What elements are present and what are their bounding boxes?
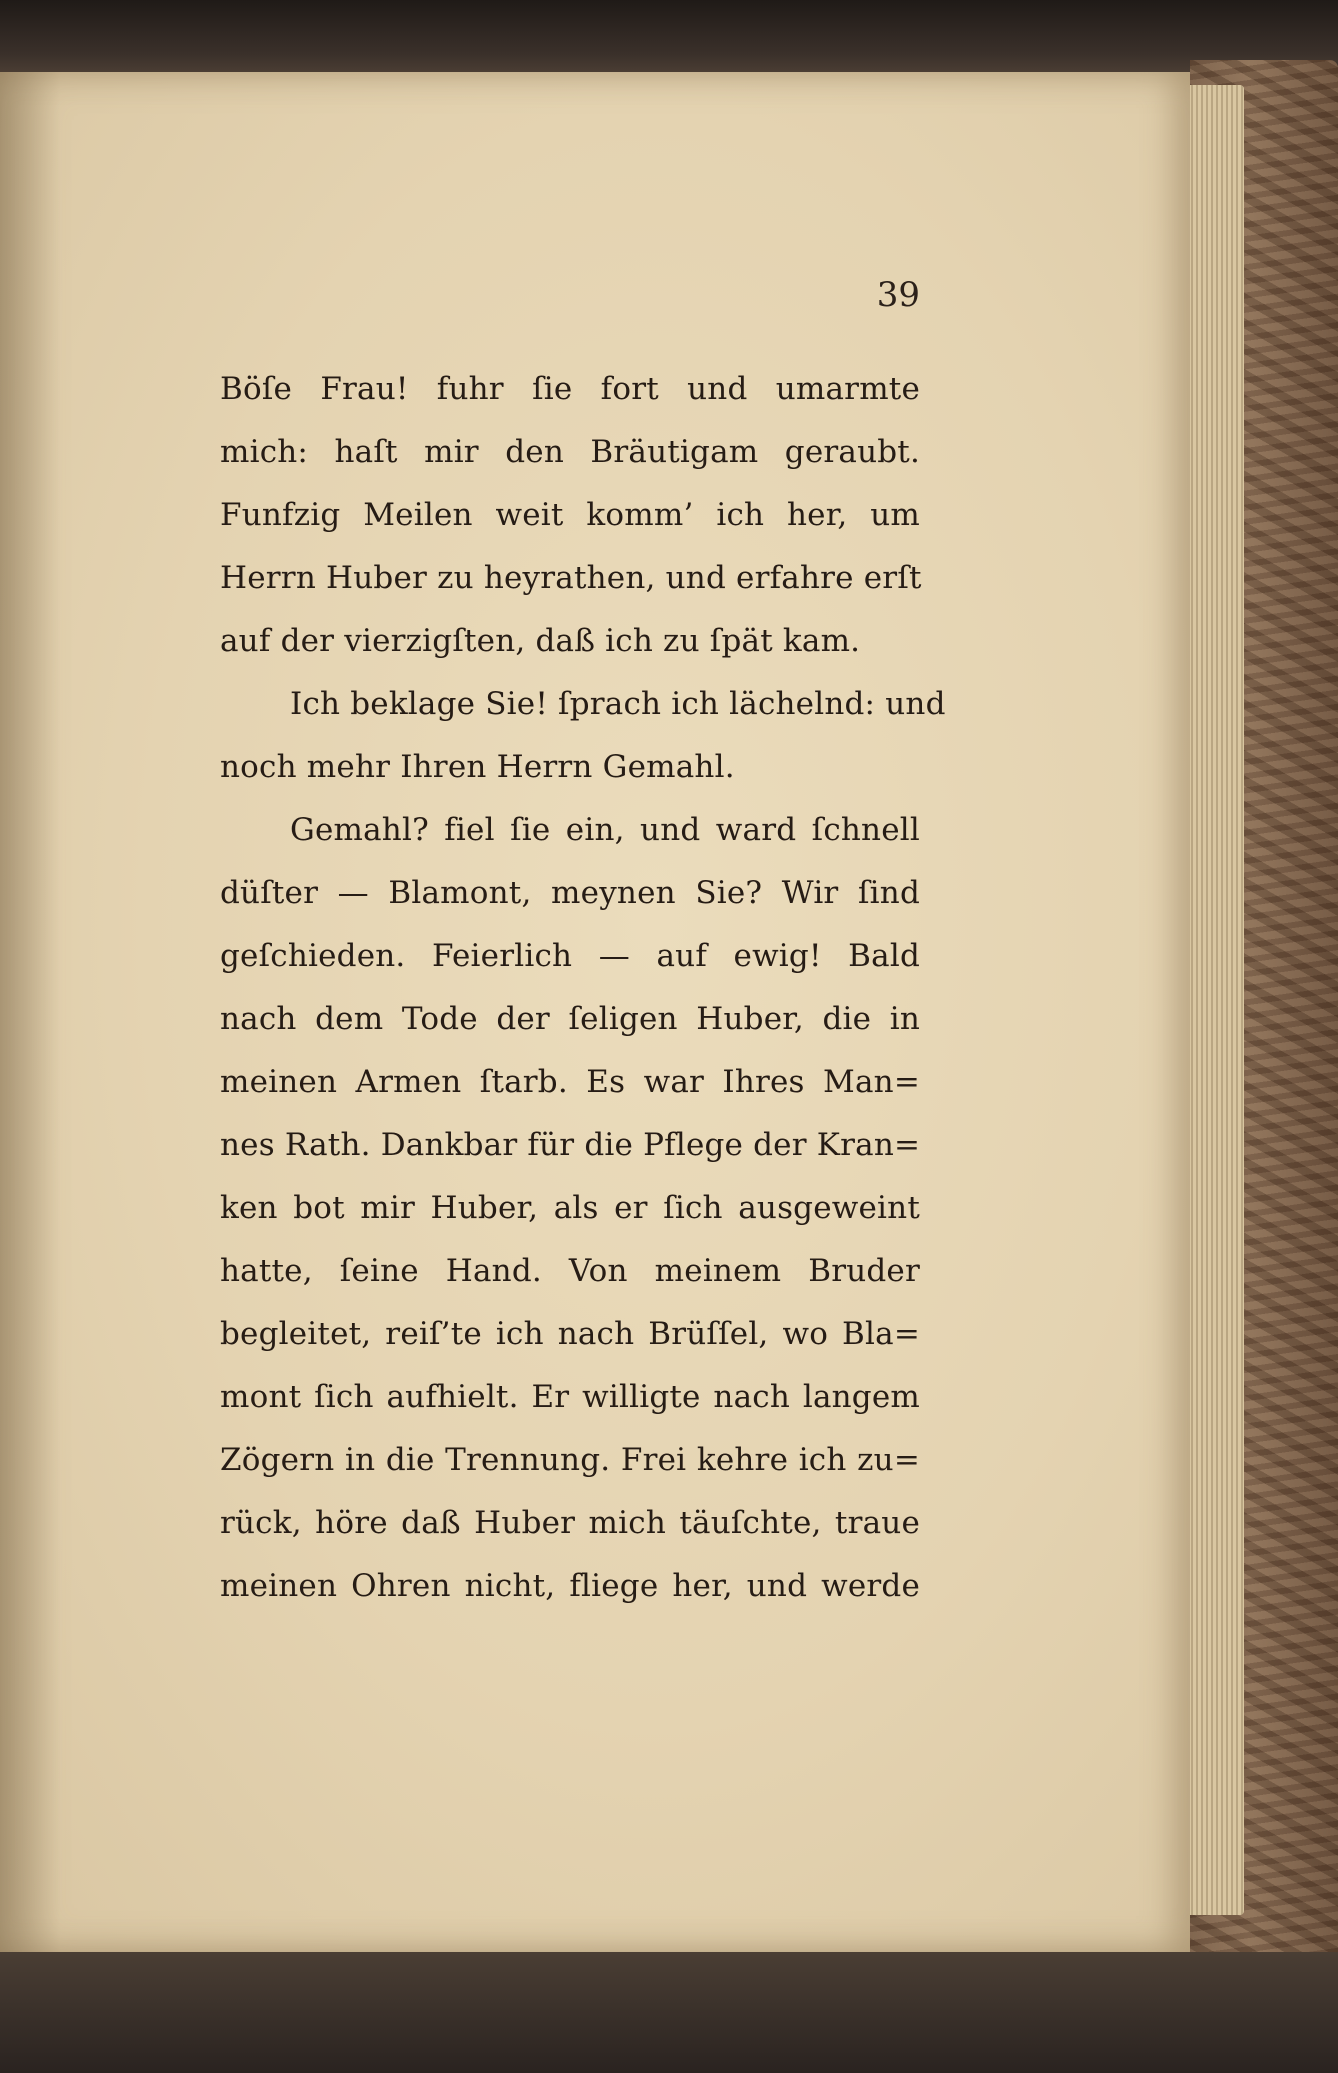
text-line: mich: haſt mir den Bräutigam geraubt. [220,434,920,470]
text-line: ken bot mir Huber, als er ſich ausgeweint [220,1190,920,1226]
text-line: Funfzig Meilen weit komm’ ich her, um [220,497,920,533]
text-line: hatte, ſeine Hand. Von meinem Bruder [220,1253,920,1289]
text-line: düſter — Blamont, meynen Sie? Wir ſind [220,875,920,911]
text-line: mont ſich aufhielt. Er willigte nach langem [220,1379,920,1415]
text-line: begleitet, reiſ’te ich nach Brüſſel, wo Bla= [220,1316,920,1352]
text-line: geſchieden. Feierlich — auf ewig! Bald [220,938,920,974]
page-number: 39 [876,275,920,315]
text-line: auf der vierzigſten, daß ich zu ſpät kam. [220,623,861,659]
text-line: Böſe Frau! fuhr ſie fort und umarmte [220,371,920,407]
text-line: nach dem Tode der ſeligen Huber, die in [220,1001,920,1037]
text-line: noch mehr Ihren Herrn Gemahl. [220,749,735,785]
text-line: meinen Ohren nicht, fliege her, und werde [220,1568,920,1604]
text-line: Zögern in die Trennung. Frei kehre ich zu= [220,1442,920,1478]
text-line: Gemahl? fiel ſie ein, und ward ſchnell [290,812,920,848]
text-line: nes Rath. Dankbar für die Pflege der Kran= [220,1127,921,1163]
body-text [220,358,946,1618]
text-line: Herrn Huber zu heyrathen, und erfahre erſt [220,560,922,596]
text-line: meinen Armen ſtarb. Es war Ihres Man= [220,1064,920,1100]
binding-bottom-edge [0,1952,1338,2073]
gutter-shadow [0,72,60,1952]
text-line: Ich beklage Sie! ſprach ich lächelnd: und [290,686,946,722]
text-line: rück, höre daß Huber mich täuſchte, traue [220,1505,920,1541]
